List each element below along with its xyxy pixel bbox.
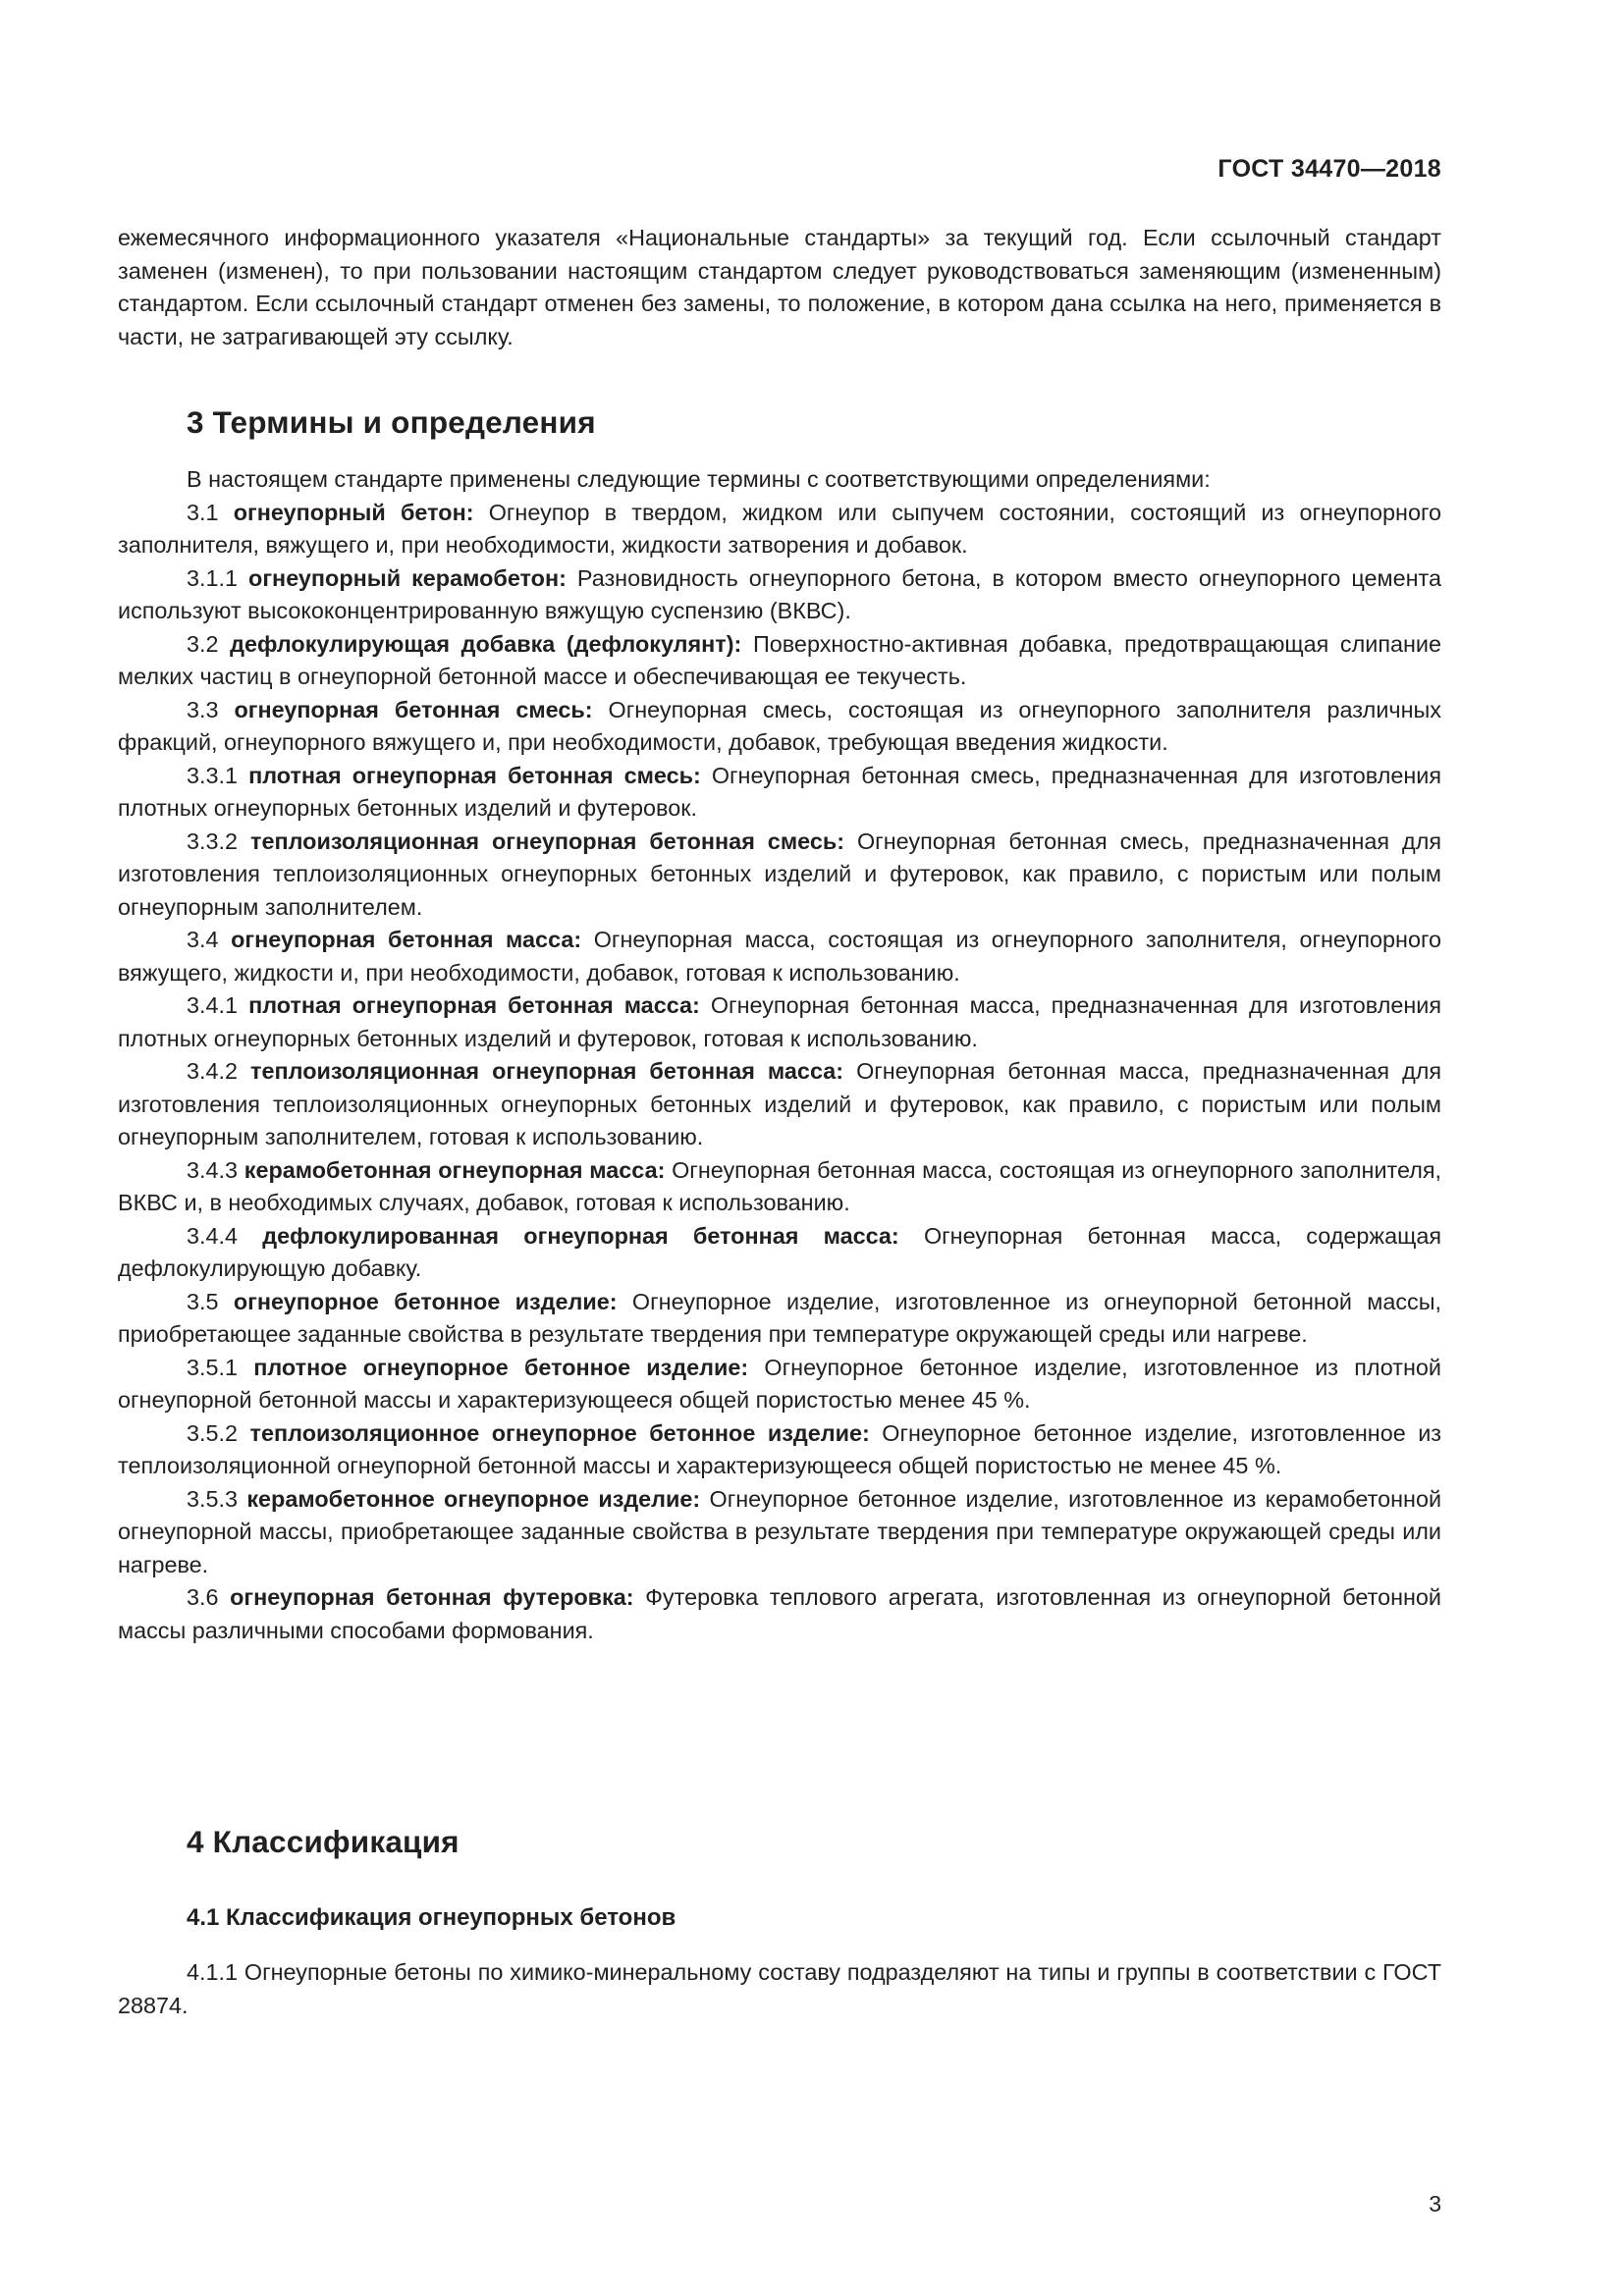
term-entry xyxy=(118,1154,1441,1220)
term-number: 3.4.4 xyxy=(187,1222,239,1249)
term-name: огнеупорная бетонная смесь: xyxy=(234,696,593,722)
term-number: 3.4.2 xyxy=(187,1058,239,1084)
term-number: 3.4.1 xyxy=(187,992,239,1018)
term-entry xyxy=(118,1286,1441,1352)
term-name: керамобетонная огнеупорная масса: xyxy=(243,1156,666,1183)
term-entry xyxy=(118,694,1441,760)
term-name: огнеупорное бетонное изделие: xyxy=(233,1288,618,1314)
term-number: 3.5.3 xyxy=(187,1485,239,1512)
term-number: 3.5.2 xyxy=(187,1419,239,1446)
term-definition: Огнеупорная бетонная смесь, предназначенная для изготовления теплоизоляционных огнеупорных бетонных изделий и футеровок, как правило, с пористым или полым огнеупорным заполнителем. xyxy=(118,828,1442,920)
term-entry xyxy=(118,826,1441,925)
term-entry xyxy=(118,1220,1441,1286)
term-definition: Огнеупорная бетонная масса, содержащая дефлокулирующую добавку. xyxy=(118,1222,1442,1281)
term-definition: Огнеупорное бетонное изделие, изготовленное из керамобетонной огнеупорной массы, приобретающее заданные свойства в результате твердения при температуре окружающей среды или нагреве. xyxy=(118,1485,1442,1577)
term-number: 3.3 xyxy=(187,696,219,722)
term-definition: Поверхностно-активная добавка, предотвращающая слипание мелких частиц в огнеупорной бетонной массе и обеспечивающая ее текучесть. xyxy=(118,630,1442,689)
term-definition: Огнеупорная бетонная масса, предназначенная для изготовления плотных огнеупорных бетонных изделий и футеровок, готовая к использованию. xyxy=(118,992,1441,1051)
term-number: 3.4 xyxy=(187,927,219,952)
term-name: плотная огнеупорная бетонная масса: xyxy=(248,992,700,1018)
term-name: огнеупорный бетон: xyxy=(233,499,474,525)
term-entry xyxy=(118,989,1441,1055)
term-name: керамобетонное огнеупорное изделие: xyxy=(246,1485,701,1512)
term-name: плотное огнеупорное бетонное изделие: xyxy=(253,1354,749,1380)
term-definition: Разновидность огнеупорного бетона, в котором вместо огнеупорного цемента используют высококонцентрированную вяжущую суспензию (ВКВС). xyxy=(118,564,1442,623)
term-name: дефлокулированная огнеупорная бетонная масса: xyxy=(262,1222,899,1249)
section-3-heading: 3 Термины и определения xyxy=(187,404,596,440)
term-name: огнеупорная бетонная масса: xyxy=(231,927,582,952)
term-name: дефлокулирующая добавка (дефлокулянт): xyxy=(230,630,742,657)
section-4-heading: 4 Классификация xyxy=(187,1824,460,1859)
intro-paragraph: ежемесячного информационного указателя «Национальные стандарты» за текущий год. Если ссылочный стандарт заменен (изменен), то при пользовании настоящим стандартом следует руководствоваться заменяющим (измененным) стандартом. Если ссылочный стандарт отменен без замены, то положение, в котором дана ссылка на него, применяется в части, не затрагивающей эту ссылку. xyxy=(118,225,1441,349)
term-definition: Огнеупорное бетонное изделие, изготовленное из теплоизоляционной огнеупорной бетонной массы и характеризующееся общей пористостью не менее 45 %. xyxy=(118,1419,1442,1478)
term-definition: Огнеупорная бетонная масса, состоящая из огнеупорного заполнителя, ВКВС и, в необходимых случаях, добавок, готовая к использованию. xyxy=(118,1156,1442,1215)
term-entry xyxy=(118,1055,1441,1154)
term-number: 3.5 xyxy=(187,1288,219,1314)
term-definition: Огнеупорная бетонная смесь, предназначенная для изготовления плотных огнеупорных бетонных изделий и футеровок. xyxy=(118,762,1442,821)
term-name: огнеупорная бетонная футеровка: xyxy=(230,1584,634,1610)
section-3-lead: В настоящем стандарте применены следующие термины с соответствующими определениями: xyxy=(187,466,1211,492)
term-number: 3.4.3 xyxy=(187,1156,239,1183)
term-entry xyxy=(118,1483,1441,1582)
term-definition: Огнеупорное бетонное изделие, изготовленное из плотной огнеупорной бетонной массы и характеризующееся общей пористостью менее 45 %. xyxy=(118,1354,1441,1413)
term-number: 3.3.1 xyxy=(187,762,239,788)
term-entry xyxy=(118,497,1441,562)
terms-list xyxy=(118,463,1441,1647)
term-name: теплоизоляционная огнеупорная бетонная смесь: xyxy=(250,828,844,854)
term-entry xyxy=(118,760,1441,826)
document-id-header: ГОСТ 34470—2018 xyxy=(1217,155,1441,183)
section-4-block xyxy=(118,1956,1441,2022)
term-number: 3.1.1 xyxy=(187,564,239,591)
term-entry xyxy=(118,1417,1441,1483)
term-name: огнеупорный керамобетон: xyxy=(248,564,567,591)
term-number: 3.6 xyxy=(187,1584,219,1610)
term-entry xyxy=(118,924,1441,989)
term-definition: Огнеупорная смесь, состоящая из огнеупорного заполнителя различных фракций, огнеупорного вяжущего и, при необходимости, добавок, требующая введения жидкости. xyxy=(118,696,1441,755)
intro-block xyxy=(118,222,1441,353)
term-definition: Огнеупорная масса, состоящая из огнеупорного заполнителя, огнеупорного вяжущего, жидкости и, при необходимости, добавок, готовая к использованию. xyxy=(118,927,1442,986)
term-definition: Огнеупорное изделие, изготовленное из огнеупорной бетонной массы, приобретающее заданные свойства в результате твердения при температуре окружающей среды или нагреве. xyxy=(118,1288,1442,1347)
term-definition: Огнеупор в твердом, жидком или сыпучем состоянии, состоящий из огнеупорного заполнителя, вяжущего и, при необходимости, жидкости затворения и добавок. xyxy=(118,499,1441,558)
page-number: 3 xyxy=(1429,2191,1441,2216)
term-entry xyxy=(118,628,1441,694)
term-entry xyxy=(118,1581,1441,1647)
term-entry xyxy=(118,1352,1441,1417)
term-number: 3.1 xyxy=(187,499,219,525)
term-number: 3.5.1 xyxy=(187,1354,239,1380)
term-name: плотная огнеупорная бетонная смесь: xyxy=(248,762,701,788)
term-number: 3.3.2 xyxy=(187,828,239,854)
term-entry xyxy=(118,562,1441,628)
term-name: теплоизоляционное огнеупорное бетонное изделие: xyxy=(249,1419,870,1446)
term-number: 3.2 xyxy=(187,630,219,657)
term-definition: Огнеупорная бетонная масса, предназначенная для изготовления теплоизоляционных огнеупорных бетонных изделий и футеровок, как правило, с пористым или полым огнеупорным заполнителем, готовая к использованию. xyxy=(118,1058,1442,1149)
paragraph-4-1-1: 4.1.1 Огнеупорные бетоны по химико-минеральному составу подразделяют на типы и группы в соответствии с ГОСТ 28874. xyxy=(118,1959,1441,2018)
term-name: теплоизоляционная огнеупорная бетонная масса: xyxy=(250,1058,844,1084)
section-4-1-heading: 4.1 Классификация огнеупорных бетонов xyxy=(187,1904,676,1931)
term-definition: Футеровка теплового агрегата, изготовленная из огнеупорной бетонной массы различными способами формования. xyxy=(118,1584,1442,1643)
